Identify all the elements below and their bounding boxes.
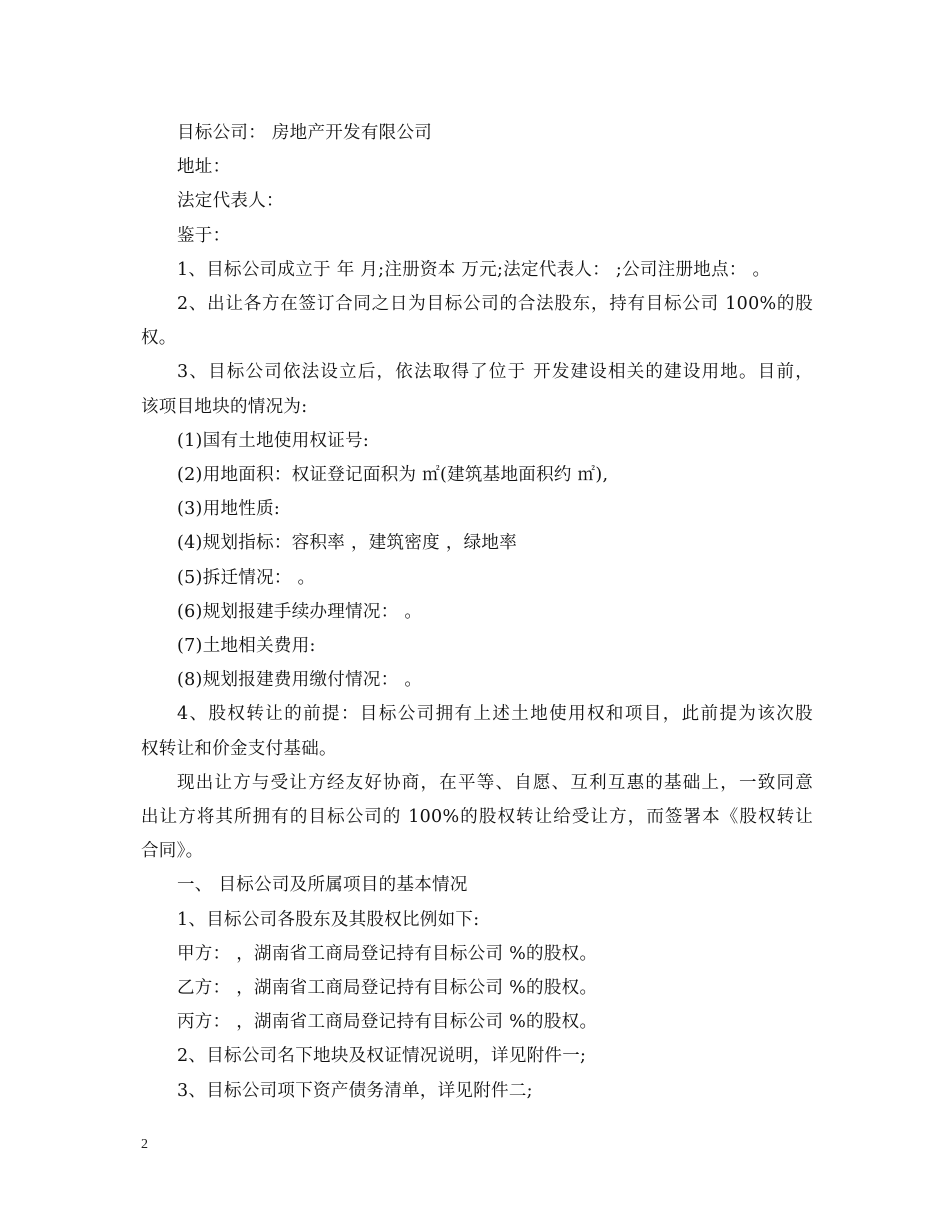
clause-3-continuation: 该项目地块的情况为: bbox=[141, 396, 308, 417]
party-a-line: 甲方： ，湖南省工商局登记持有目标公司 %的股权。 bbox=[177, 943, 598, 964]
clause-2-continuation: 权。 bbox=[141, 328, 177, 349]
attachment-1-line: 2、目标公司名下地块及权证情况说明，详见附件一; bbox=[177, 1046, 587, 1067]
land-item-4: (4)规划指标：容积率 ，建筑密度 ，绿地率 bbox=[177, 533, 518, 554]
attachment-2-line: 3、目标公司项下资产债务清单，详见附件二; bbox=[177, 1080, 533, 1101]
clause-3-line: 3、目标公司依法设立后，依法取得了位于 开发建设相关的建设用地。目前， bbox=[177, 362, 813, 383]
clause-4-continuation: 权转让和价金支付基础。 bbox=[141, 738, 337, 759]
party-b-line: 乙方： ，湖南省工商局登记持有目标公司 %的股权。 bbox=[177, 978, 598, 999]
land-item-8: (8)规划报建费用缴付情况： 。 bbox=[177, 670, 423, 691]
target-company-line: 目标公司： 房地产开发有限公司 bbox=[177, 123, 433, 143]
page-number: 2 bbox=[141, 1137, 148, 1152]
agreement-paragraph-line-3: 合同》。 bbox=[141, 841, 204, 862]
document-body bbox=[141, 116, 813, 1108]
land-item-2: (2)用地面积：权证登记面积为 ㎡(建筑基地面积约 ㎡), bbox=[177, 465, 609, 486]
land-item-1: (1)国有土地使用权证号: bbox=[177, 430, 370, 451]
whereas-line: 鉴于： bbox=[177, 225, 231, 246]
party-c-line: 丙方： ，湖南省工商局登记持有目标公司 %的股权。 bbox=[177, 1012, 598, 1033]
agreement-paragraph-line-1: 现出让方与受让方经友好协商，在平等、自愿、互利互惠的基础上，一致同意 bbox=[177, 772, 813, 793]
agreement-paragraph-line-2: 出让方将其所拥有的目标公司的 100%的股权转让给受让方，而签署本《股权转让 bbox=[141, 807, 813, 828]
section-heading: 一、 目标公司及所属项目的基本情况 bbox=[177, 875, 468, 896]
shareholders-line: 1、目标公司各股东及其股权比例如下: bbox=[177, 909, 480, 930]
address-line: 地址： bbox=[177, 157, 231, 178]
clause-1-line: 1、目标公司成立于 年 月;注册资本 万元;法定代表人： ;公司注册地点： 。 bbox=[177, 259, 771, 280]
land-item-5: (5)拆迁情况： 。 bbox=[177, 567, 316, 588]
land-item-7: (7)土地相关费用: bbox=[177, 636, 316, 657]
clause-4-line: 4、股权转让的前提：目标公司拥有上述土地使用权和项目，此前提为该次股 bbox=[177, 704, 813, 725]
land-item-3: (3)用地性质: bbox=[177, 499, 281, 520]
land-item-6: (6)规划报建手续办理情况： 。 bbox=[177, 601, 423, 622]
clause-2-line: 2、出让各方在签订合同之日为目标公司的合法股东，持有目标公司 100%的股 bbox=[177, 294, 813, 315]
legal-representative-line: 法定代表人： bbox=[177, 191, 284, 212]
